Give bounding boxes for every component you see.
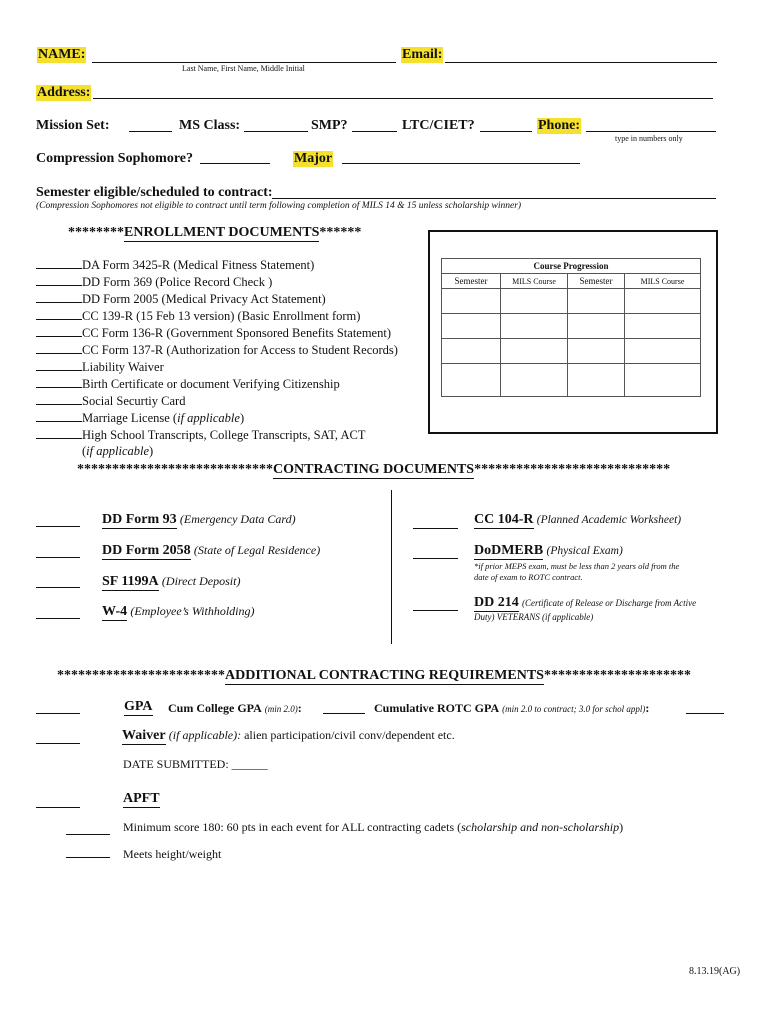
dodmerb: DoDMERB (Physical Exam) (474, 543, 623, 558)
enrollment-list (36, 256, 398, 460)
cum-college-gpa: Cum College GPA (min 2.0): (168, 701, 302, 715)
mission-set-label: Mission Set: (36, 118, 110, 133)
cum-college-gpa-field[interactable] (323, 713, 365, 714)
dd-214-note: Duty) VETERANS (if applicable) (474, 612, 594, 622)
waiver-row: Waiver (if applicable): alien participation/civil conv/dependent etc. (122, 728, 455, 743)
major-label: Major (294, 151, 333, 166)
phone-label: Phone: (538, 118, 580, 133)
contracting-heading: ****************************CONTRACTING DOCUMENTS**************************** (77, 462, 671, 477)
list-item: CC Form 137-R (Authorization for Access to Student Records) (36, 341, 398, 358)
w-4: W-4 (Employee’s Withholding) (102, 604, 255, 619)
checkbox-line[interactable] (36, 307, 82, 320)
dd-214: DD 214 (Certificate of Release or Discharge from Active (474, 595, 697, 610)
checkbox-line[interactable] (36, 409, 82, 422)
cum-rotc-gpa-field[interactable] (686, 713, 724, 714)
apft-title: APFT (123, 791, 160, 806)
compression-field[interactable] (200, 163, 270, 164)
smp-label: SMP? (311, 118, 348, 133)
compression-label: Compression Sophomore? (36, 151, 194, 166)
checkbox-line[interactable] (36, 341, 82, 354)
list-item: DD Form 2005 (Medical Privacy Act Statement) (36, 290, 398, 307)
address-field[interactable] (93, 98, 713, 99)
gpa-row: GPA (124, 699, 153, 714)
list-item: Liability Waiver (36, 358, 398, 375)
date-submitted: DATE SUBMITTED: ______ (123, 757, 268, 771)
name-hint: Last Name, First Name, Middle Initial (182, 64, 305, 73)
additional-heading: ************************ADDITIONAL CONTRACTING REQUIREMENTS********************* (57, 668, 691, 683)
table-row (442, 364, 701, 397)
major-field[interactable] (342, 163, 580, 164)
dd-form-2058: DD Form 2058 (State of Legal Residence) (102, 543, 321, 558)
semester-note: (Compression Sophomores not eligible to contract until term following completion of MILS 14 & 15 unless scholarship winner) (36, 201, 522, 211)
col-mils-2: MILS Course (625, 274, 701, 289)
col-semester-2: Semester (568, 274, 625, 289)
sf-1199a: SF 1199A (Direct Deposit) (102, 574, 241, 589)
checkbox-line[interactable] (36, 426, 82, 439)
version-number: 8.13.19(AG) (689, 966, 741, 977)
semester-label: Semester eligible/scheduled to contract: (36, 185, 273, 200)
address-label: Address: (37, 85, 91, 100)
dodmerb-note: *if prior MEPS exam, must be less than 2 years old from the (474, 561, 680, 571)
list-item: DA Form 3425-R (Medical Fitness Statement) (36, 256, 398, 273)
checkbox-line[interactable] (36, 392, 82, 405)
checkbox-line[interactable] (36, 324, 82, 337)
semester-field[interactable] (272, 198, 716, 199)
enrollment-heading: ********ENROLLMENT DOCUMENTS****** (68, 225, 362, 240)
name-field[interactable] (92, 62, 396, 63)
checkbox-line[interactable] (36, 713, 80, 714)
checkbox-line[interactable] (66, 857, 110, 858)
checkbox-line[interactable] (36, 618, 80, 619)
table-row (442, 314, 701, 339)
email-label: Email: (402, 47, 443, 62)
table-row (442, 339, 701, 364)
cum-rotc-gpa: Cumulative ROTC GPA (min 2.0 to contract; 3.0 for schol appl): (374, 701, 650, 715)
checkbox-line[interactable] (36, 375, 82, 388)
cc-104-r: CC 104-R (Planned Academic Worksheet) (474, 512, 682, 527)
col-mils-1: MILS Course (501, 274, 568, 289)
meets-height-weight: Meets height/weight (123, 847, 222, 861)
checkbox-line[interactable] (66, 834, 110, 835)
list-item: DD Form 369 (Police Record Check ) (36, 273, 398, 290)
checkbox-line[interactable] (36, 358, 82, 371)
phone-hint: type in numbers only (615, 134, 683, 143)
checkbox-line[interactable] (413, 558, 458, 559)
course-progression-table (441, 258, 701, 397)
dodmerb-note-2: date of exam to ROTC contract. (474, 572, 583, 582)
checkbox-line[interactable] (413, 610, 458, 611)
list-item: Social Securtiy Card (36, 392, 398, 409)
list-item: CC Form 136-R (Government Sponsored Benefits Statement) (36, 324, 398, 341)
checkbox-line[interactable] (36, 256, 82, 269)
name-label: NAME: (38, 47, 86, 62)
smp-field[interactable] (352, 131, 397, 132)
checkbox-line[interactable] (36, 526, 80, 527)
ltc-label: LTC/CIET? (402, 118, 475, 133)
email-field[interactable] (445, 62, 717, 63)
phone-field[interactable] (586, 131, 716, 132)
checkbox-line[interactable] (36, 557, 80, 558)
column-divider (391, 490, 392, 644)
list-item: CC 139-R (15 Feb 13 version) (Basic Enrollment form) (36, 307, 398, 324)
ltc-field[interactable] (480, 131, 532, 132)
list-item: Marriage License (if applicable) (36, 409, 398, 426)
col-semester-1: Semester (442, 274, 501, 289)
checkbox-line[interactable] (36, 290, 82, 303)
course-progression-title: Course Progression (442, 259, 701, 274)
ms-class-label: MS Class: (179, 118, 241, 133)
dd-form-93: DD Form 93 (Emergency Data Card) (102, 512, 296, 527)
checkbox-line[interactable] (36, 273, 82, 286)
checkbox-line[interactable] (36, 807, 80, 808)
min-score: Minimum score 180: 60 pts in each event for ALL contracting cadets (scholarship and non-scholarship) (123, 820, 624, 834)
checkbox-line[interactable] (413, 528, 458, 529)
checkbox-line[interactable] (36, 587, 80, 588)
table-row (442, 289, 701, 314)
mission-set-field[interactable] (129, 131, 172, 132)
list-item: Birth Certificate or document Verifying Citizenship (36, 375, 398, 392)
list-item: (if applicable) (82, 444, 154, 458)
ms-class-field[interactable] (244, 131, 308, 132)
checkbox-line[interactable] (36, 743, 80, 744)
list-item: High School Transcripts, College Transcripts, SAT, ACT (36, 426, 398, 443)
